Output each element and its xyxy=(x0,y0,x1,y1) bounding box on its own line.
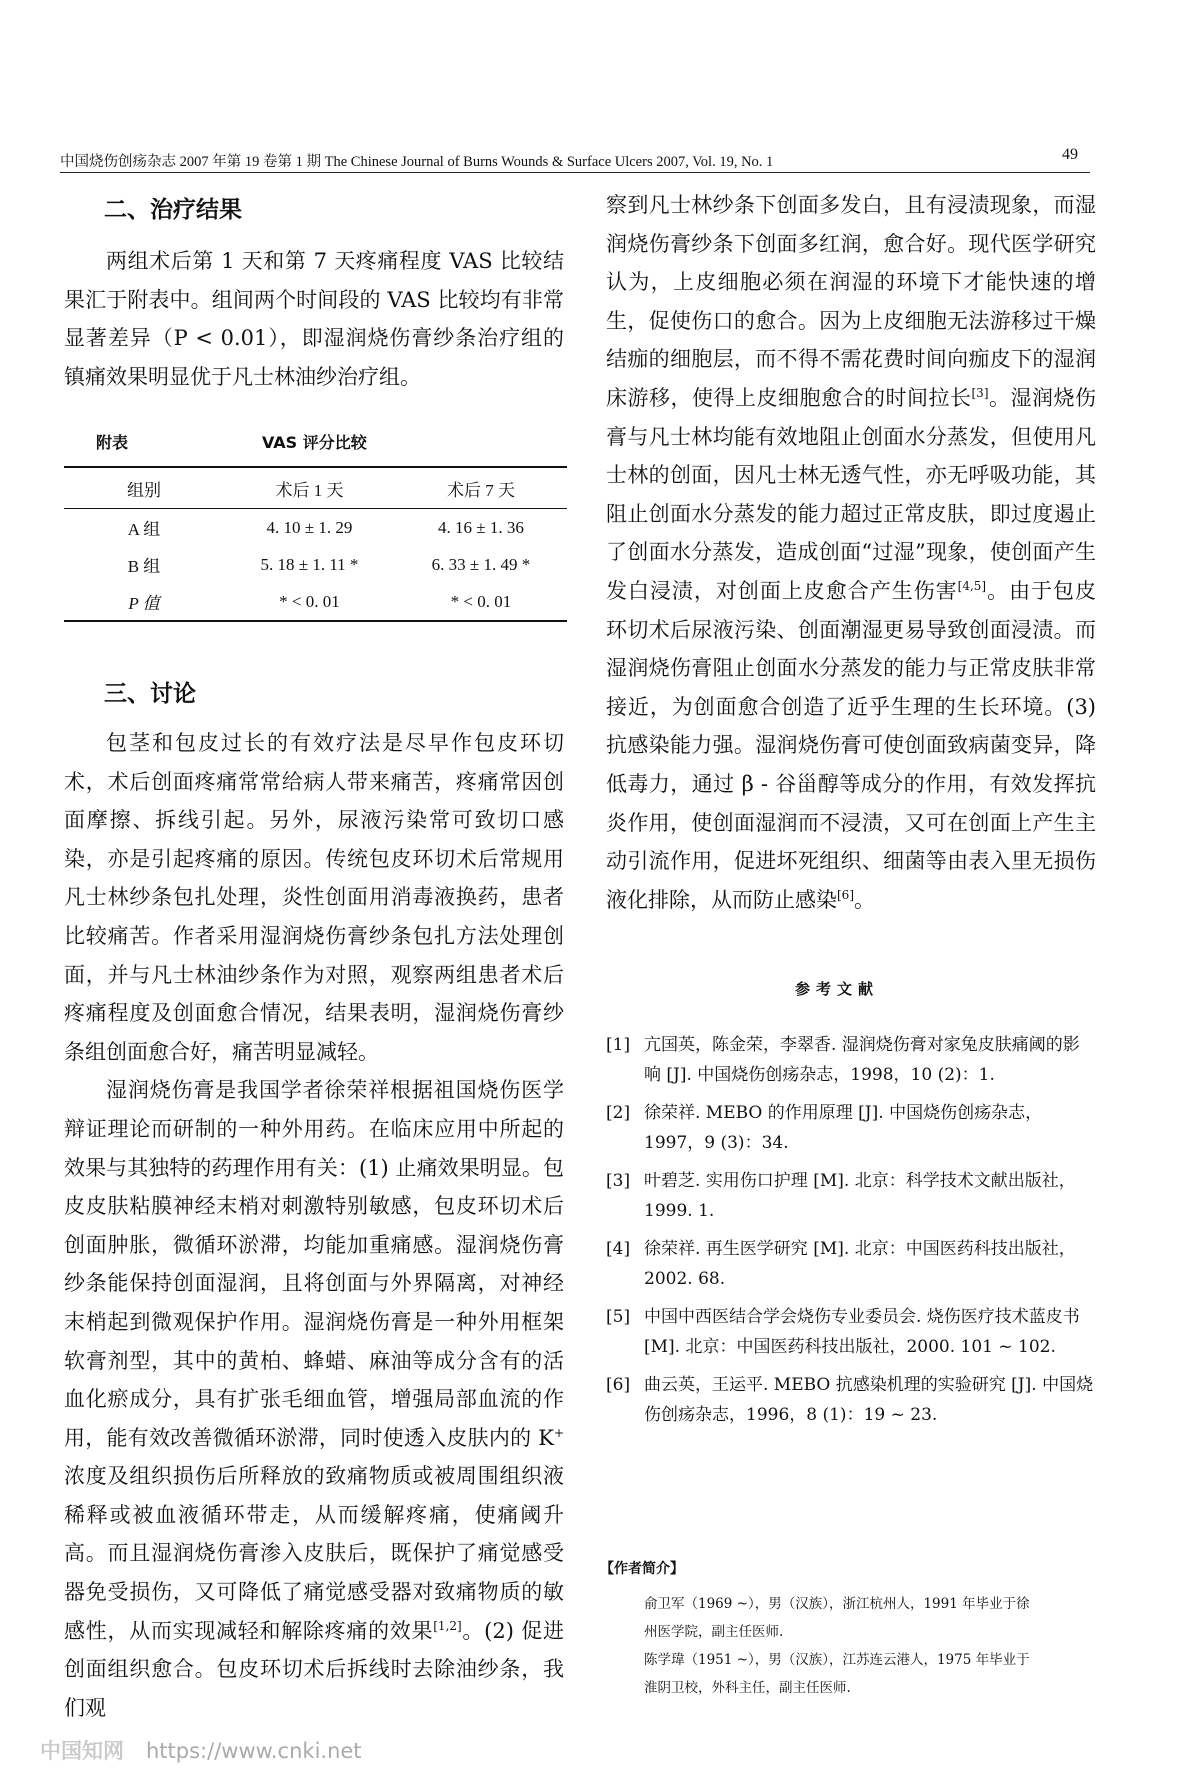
references-list xyxy=(606,1030,1094,1438)
citation: [3] xyxy=(971,385,989,400)
reference-text: 亢国英，陈金荣，李翠香. 湿润烧伤膏对家兔皮肤痛阈的影响 [J]. 中国烧伤创疡杂志，1998，10 (2)：1. xyxy=(644,1035,1080,1085)
reference-text: 曲云英，王运平. MEBO 抗感染机理的实验研究 [J]. 中国烧伤创疡杂志，1996，8 (1)：19 ~ 23. xyxy=(644,1375,1094,1425)
table-cell: * < 0. 01 xyxy=(224,583,395,621)
reference-number: [2] xyxy=(606,1103,631,1123)
page-number: 49 xyxy=(1062,146,1078,163)
references-title: 参考文献 xyxy=(795,980,880,998)
author-bio xyxy=(600,1590,1100,1702)
table-label: 附表 xyxy=(96,433,129,452)
author-bio-title: 【作者简介】 xyxy=(600,1561,684,1577)
header-rule xyxy=(60,172,1090,173)
discussion-text: 。(2) 促进创面组织愈合。包皮环切术后拆线时去除油纱条，我们观 xyxy=(64,1618,565,1720)
reference-text: 徐荣祥. MEBO 的作用原理 [J]. 中国烧伤创疡杂志，1997，9 (3)：34. xyxy=(644,1103,1043,1153)
table-cell: 4. 10 ± 1. 29 xyxy=(266,517,353,537)
vas-table-wrapper xyxy=(64,466,567,622)
reference-item xyxy=(606,1370,1094,1430)
superscript: + xyxy=(553,1425,564,1440)
reference-text: 中国中西医结合学会烧伤专业委员会. 烧伤医疗技术蓝皮书 [M]. 北京：中国医药科技出版社，2000. 101 ~ 102. xyxy=(644,1307,1080,1357)
table-header-cell: 术后 7 天 xyxy=(395,467,567,509)
reference-number: [5] xyxy=(606,1307,631,1327)
table-header-cell: 术后 1 天 xyxy=(224,467,395,509)
discussion-paragraph-1: 包茎和包皮过长的有效疗法是尽早作包皮环切术，术后创面疼痛常常给病人带来痛苦，疼痛常因创面摩擦、拆线引起。另外，尿液污染常可致切口感染，亦是引起疼痛的原因。传统包皮环切术后常规用凡士林纱条包扎处理，炎性创面用消毒液换药，患者比较痛苦。作者采用湿润烧伤膏纱条包扎方法处理创面，并与凡士林油纱条作为对照，观察两组患者术后疼痛程度及创面愈合情况，结果表明，湿润烧伤膏纱条组创面愈合好，痛苦明显减轻。 xyxy=(64,731,564,1064)
table-title: VAS 评分比较 xyxy=(262,433,367,452)
discussion-text: 。湿润烧伤膏与凡士林均能有效地阻止创面水分蒸发，但使用凡士林的创面，因凡士林无透气性，亦无呼吸功能，其阻止创面水分蒸发的能力超过正常皮肤，即过度遏止了创面水分蒸发，造成创面“过湿”现象，使创面产生发白浸渍，对创面上皮愈合产生伤害 xyxy=(606,385,1096,603)
table-cell: 4. 16 ± 1. 36 xyxy=(438,517,524,537)
citation: [1,2] xyxy=(433,1618,462,1633)
running-header: 中国烧伤创疡杂志 2007 年第 19 卷第 1 期 The Chinese Journal of Burns Wounds & Surface Ulcers 2007, Vol. 19, No. 1 xyxy=(60,154,774,170)
citation: [6] xyxy=(837,887,854,902)
table-cell: 6. 33 ± 1. 49 * xyxy=(431,554,531,574)
table-cell: A 组 xyxy=(127,520,161,539)
reference-item xyxy=(606,1234,1094,1294)
table-row xyxy=(64,509,567,547)
watermark-url: https://www.cnki.net xyxy=(146,1739,362,1763)
reference-number: [1] xyxy=(606,1035,631,1055)
discussion-text: 。由于包皮环切术后尿液污染、创面潮湿更易导致创面浸渍。而湿润烧伤膏阻止创面水分蒸发的能力与正常皮肤非常接近，为创面愈合创造了近乎生理的生长环境。(3) 抗感染能力强。湿润烧伤膏可使创面致病菌变异，降低毒力，通过 β - 谷甾醇等成分的作用，有效发挥抗炎作用，使创面湿润而不浸渍，又可在创面上产生主动引流作用，促进坏死组织、细菌等由表入里无损伤液化排除，从而防止感染 xyxy=(606,578,1097,912)
discussion-text: 浓度及组织损伤后所释放的致痛物质或被周围组织液稀释或被血液循环带走，从而缓解疼痛，使痛阈升高。而且湿润烧伤膏渗入皮肤后，既保护了痛觉感受器免受损伤，又可降低了痛觉感受器对致痛物质的敏感性，从而实现减轻和解除疼痛的效果 xyxy=(64,1464,564,1643)
author-line: 州医学院，副主任医师. xyxy=(644,1624,784,1640)
author-line: 陈学瑋（1951 ~），男（汉族），江苏连云港人，1975 年毕业于 xyxy=(644,1652,1030,1668)
section-heading-discussion: 三、讨论 xyxy=(104,681,196,707)
table-row xyxy=(64,583,567,621)
author-line: 淮阴卫校，外科主任，副主任医师. xyxy=(644,1680,851,1696)
author-line: 俞卫军（1969 ~），男（汉族），浙江杭州人，1991 年毕业于徐 xyxy=(644,1596,1030,1612)
table-header-cell: 组别 xyxy=(64,467,224,509)
reference-number: [6] xyxy=(606,1375,631,1395)
discussion-continued xyxy=(606,186,1096,919)
table-cell: B 组 xyxy=(127,557,161,576)
section-heading-results: 二、治疗结果 xyxy=(104,197,242,223)
left-column-discussion xyxy=(64,672,564,1727)
table-cell: P 值 xyxy=(64,583,224,621)
reference-number: [4] xyxy=(606,1239,631,1259)
reference-text: 徐荣祥. 再生医学研究 [M]. 北京：中国医药科技出版社，2002. 68. xyxy=(644,1239,1076,1289)
reference-item xyxy=(606,1098,1094,1158)
discussion-text: 。 xyxy=(854,887,875,912)
vas-table xyxy=(64,466,567,622)
left-column xyxy=(64,186,564,396)
citation: [4,5] xyxy=(957,578,987,593)
discussion-text: 湿润烧伤膏是我国学者徐荣祥根据祖国烧伤医学辩证理论而研制的一种外用药。在临床应用中所起的效果与其独特的药理作用有关：(1) 止痛效果明显。包皮皮肤粘膜神经末梢对刺激特别敏感，包皮环切术后创面肿胀，微循环淤滞，均能加重痛感。湿润烧伤膏纱条能保持创面湿润，且将创面与外界隔离，对神经末梢起到微观保护作用。湿润烧伤膏是一种外用框架软膏剂型，其中的黄柏、蜂蜡、麻油等成分含有的活血化瘀成分，具有扩张毛细血管，增强局部血流的作用，能有效改善微循环淤滞，同时使透入皮肤内的 K xyxy=(64,1078,564,1450)
reference-item xyxy=(606,1166,1094,1226)
table-cell: 5. 18 ± 1. 11 * xyxy=(260,554,359,574)
reference-item xyxy=(606,1302,1094,1362)
table-cell: * < 0. 01 xyxy=(395,583,567,621)
cnki-watermark xyxy=(40,1735,362,1765)
reference-text: 叶碧芝. 实用伤口护理 [M]. 北京：科学技术文献出版社，1999. 1. xyxy=(644,1171,1076,1221)
table-header-row xyxy=(64,467,567,509)
right-column xyxy=(606,186,1096,919)
table-row xyxy=(64,546,567,583)
discussion-paragraph-2 xyxy=(64,1071,564,1727)
reference-number: [3] xyxy=(606,1171,631,1191)
results-paragraph: 两组术后第 1 天和第 7 天疼痛程度 VAS 比较结果汇于附表中。组间两个时间段的 VAS 比较均有非常显著差异（P < 0.01），即湿润烧伤膏纱条治疗组的镇痛效果明显优于凡士林油纱治疗组。 xyxy=(64,249,564,389)
watermark-brand: 中国知网 xyxy=(40,1739,124,1763)
reference-item xyxy=(606,1030,1094,1090)
discussion-text: 察到凡士林纱条下创面多发白，且有浸渍现象，而湿润烧伤膏纱条下创面多红润，愈合好。现代医学研究认为，上皮细胞必须在润湿的环境下才能快速的增生，促使伤口的愈合。因为上皮细胞无法游移过干燥结痂的细胞层，而不得不需花费时间向痂皮下的湿润床游移，使得上皮细胞愈合的时间拉长 xyxy=(606,193,1096,410)
